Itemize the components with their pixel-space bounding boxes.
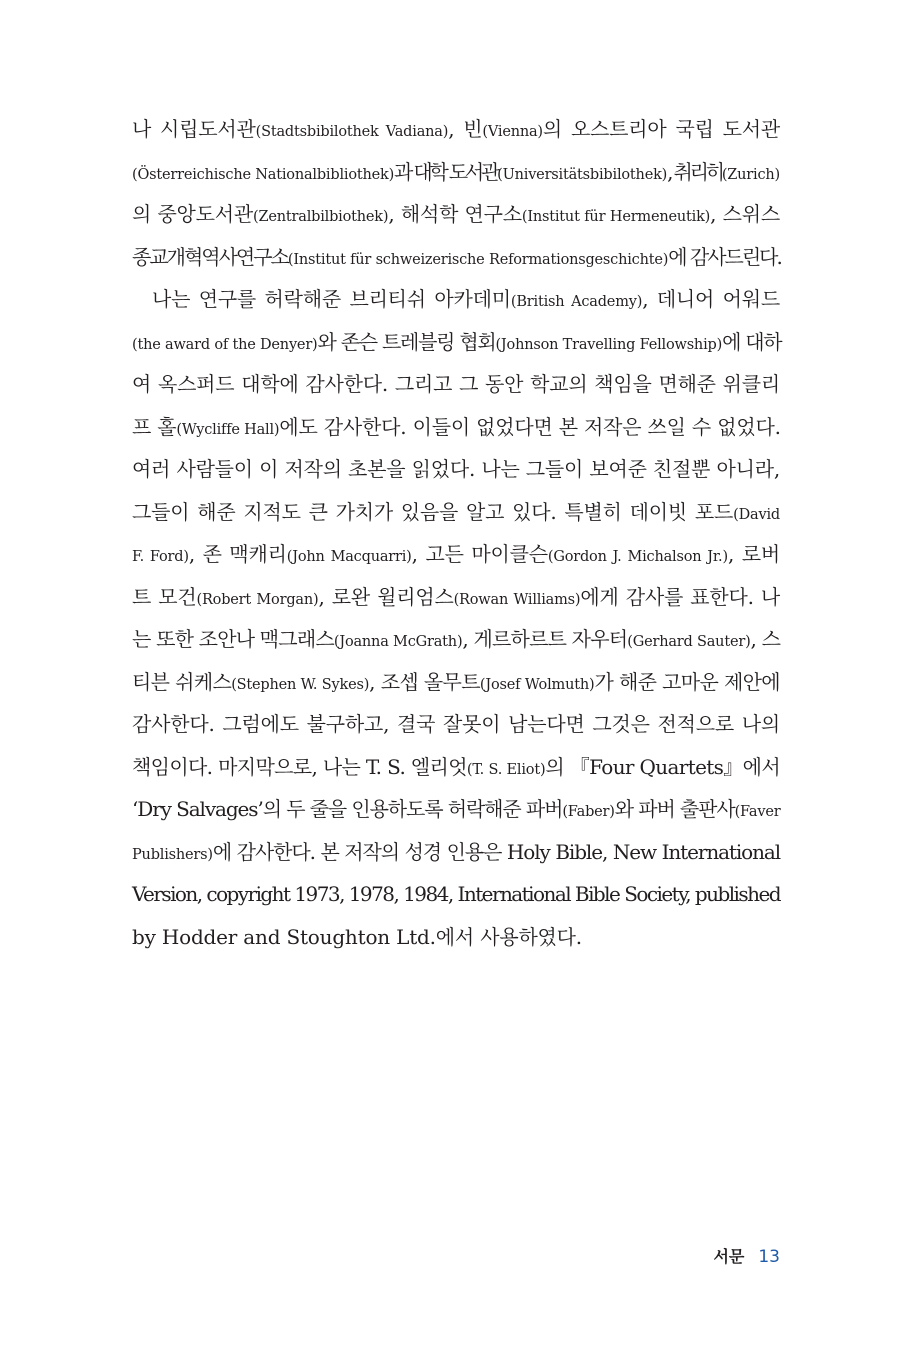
text-line bbox=[132, 448, 780, 491]
page-body bbox=[132, 108, 780, 958]
text-run: 여 옥스퍼드 대학에 감사한다. 그리고 그 동안 학교의 책임을 면해준 위클리 bbox=[132, 372, 780, 396]
text-run: 와 파버 출판사 bbox=[614, 797, 735, 821]
text-run: 에 대하 bbox=[722, 329, 782, 354]
text-run: , 스위스 bbox=[710, 202, 780, 226]
original-term: (Institut für schweizerische Reformationsgeschichte) bbox=[287, 251, 669, 268]
original-term: (Faber) bbox=[562, 804, 615, 820]
text-line bbox=[132, 576, 780, 619]
text-line bbox=[132, 108, 780, 151]
original-term: (Universitätsbibilothek) bbox=[497, 166, 668, 183]
text-run: , 조셉 올무트 bbox=[369, 669, 480, 694]
original-term: (Wycliffe Hall) bbox=[176, 421, 280, 438]
original-term: (Josef Wolmuth) bbox=[479, 676, 595, 693]
text-line bbox=[132, 873, 780, 916]
original-term: (Faver bbox=[734, 804, 781, 820]
text-run: 에 감사드린다. bbox=[668, 244, 781, 269]
text-line bbox=[132, 193, 780, 236]
paragraph-acknowledgement-libraries bbox=[132, 108, 780, 278]
text-run: 티븐 쉬케스 bbox=[132, 669, 232, 694]
text-run: 에게 감사를 표한다. 나 bbox=[580, 584, 780, 609]
text-run: 나 시립도서관 bbox=[132, 117, 256, 141]
text-run: 의 중앙도서관 bbox=[132, 202, 254, 226]
text-line bbox=[132, 916, 780, 959]
original-term: (Institut für Hermeneutik) bbox=[521, 209, 711, 225]
text-line bbox=[132, 363, 780, 406]
original-term: (John Macquarri) bbox=[286, 549, 412, 565]
text-run: 가 해준 고마운 제안에 bbox=[594, 669, 780, 694]
original-term: (the award of the Denyer) bbox=[132, 336, 318, 353]
text-run: 의 『Four Quartets』에서 bbox=[545, 754, 780, 779]
original-term: (Stadtsbibilothek Vadiana) bbox=[255, 124, 449, 140]
original-term: (Joanna McGrath) bbox=[333, 634, 463, 650]
text-line bbox=[132, 831, 780, 874]
text-run: 에 감사한다. 본 저작의 성경 인용은 Holy Bible, New International bbox=[212, 839, 780, 864]
text-line bbox=[132, 533, 780, 576]
running-head: 서문 bbox=[713, 1247, 745, 1266]
text-run: , 데니어 어워드 bbox=[642, 287, 780, 311]
text-line bbox=[132, 236, 780, 279]
text-line bbox=[132, 703, 780, 746]
original-term: Publishers) bbox=[132, 846, 213, 863]
text-run: 는 또한 조안나 맥그래스 bbox=[132, 627, 334, 651]
text-line bbox=[132, 746, 780, 789]
original-term: (David bbox=[733, 506, 780, 523]
original-term: (Stephen W. Sykes) bbox=[231, 676, 370, 693]
text-line bbox=[132, 151, 780, 194]
text-run: 나는 연구를 허락해준 브리티쉬 아카데미 bbox=[152, 287, 511, 311]
text-line bbox=[132, 491, 780, 534]
page-footer bbox=[713, 1244, 780, 1267]
text-line bbox=[132, 788, 780, 831]
text-run: , 고든 마이클슨 bbox=[411, 542, 548, 566]
original-term: (Vienna) bbox=[482, 124, 543, 140]
original-term: (Robert Morgan) bbox=[196, 591, 319, 608]
text-run: , 로완 윌리엄스 bbox=[318, 584, 454, 609]
original-term: (Gerhard Sauter) bbox=[627, 634, 751, 650]
original-term: (Johnson Travelling Fellowship) bbox=[495, 336, 723, 353]
original-term: (Österreichische Nationalbibliothek) bbox=[132, 166, 395, 183]
text-run: , 스 bbox=[750, 627, 781, 651]
original-term: (T. S. Eliot) bbox=[466, 761, 546, 778]
original-term: (Zurich) bbox=[721, 166, 780, 183]
text-run: 여러 사람들이 이 저작의 초본을 읽었다. 나는 그들이 보여준 친절뿐 아니라, bbox=[132, 457, 780, 481]
text-run: , 빈 bbox=[448, 117, 483, 141]
text-run: , 해석학 연구소 bbox=[388, 202, 522, 226]
text-line bbox=[132, 661, 780, 704]
text-run: 프 홀 bbox=[132, 414, 177, 439]
text-line bbox=[132, 618, 780, 661]
original-term: (Rowan Williams) bbox=[453, 591, 581, 608]
text-run: 종교개혁역사연구소 bbox=[132, 244, 288, 269]
text-run: 그들이 해준 지적도 큰 가치가 있음을 알고 있다. 특별히 데이빗 포드 bbox=[132, 499, 734, 524]
original-term: (Gordon J. Michalson Jr.) bbox=[547, 549, 728, 565]
original-term: F. Ford) bbox=[132, 549, 189, 565]
text-run: Version, copyright 1973, 1978, 1984, International Bible Society, published bbox=[132, 882, 780, 906]
text-line bbox=[132, 406, 780, 449]
original-term: (British Academy) bbox=[510, 294, 643, 310]
text-line bbox=[132, 278, 780, 321]
text-run: , 게르하르트 자우터 bbox=[462, 627, 628, 651]
text-run: , 로버 bbox=[727, 542, 781, 566]
text-run: , 취리히 bbox=[667, 159, 722, 184]
paragraph-acknowledgement-people bbox=[132, 278, 780, 958]
text-run: 의 오스트리아 국립 도서관 bbox=[542, 117, 780, 141]
text-run: ‘Dry Salvages’의 두 줄을 인용하도록 허락해준 파버 bbox=[132, 797, 563, 821]
original-term: (Zentralbilbiothek) bbox=[253, 209, 389, 225]
text-run: 감사한다. 그럼에도 불구하고, 결국 잘못이 남는다면 그것은 전적으로 나의 bbox=[132, 712, 780, 736]
text-run: 과 대학 도서관 bbox=[394, 159, 498, 184]
text-run: 트 모건 bbox=[132, 584, 197, 609]
text-run: by Hodder and Stoughton Ltd.에서 사용하였다. bbox=[132, 924, 582, 949]
page-number: 13 bbox=[758, 1247, 780, 1267]
text-run: 책임이다. 마지막으로, 나는 T. S. 엘리엇 bbox=[132, 754, 467, 779]
text-run: 와 존슨 트레블링 협회 bbox=[317, 329, 496, 354]
text-line bbox=[132, 321, 780, 364]
text-run: , 존 맥캐리 bbox=[188, 542, 287, 566]
text-run: 에도 감사한다. 이들이 없었다면 본 저작은 쓰일 수 없었다. bbox=[279, 414, 781, 439]
